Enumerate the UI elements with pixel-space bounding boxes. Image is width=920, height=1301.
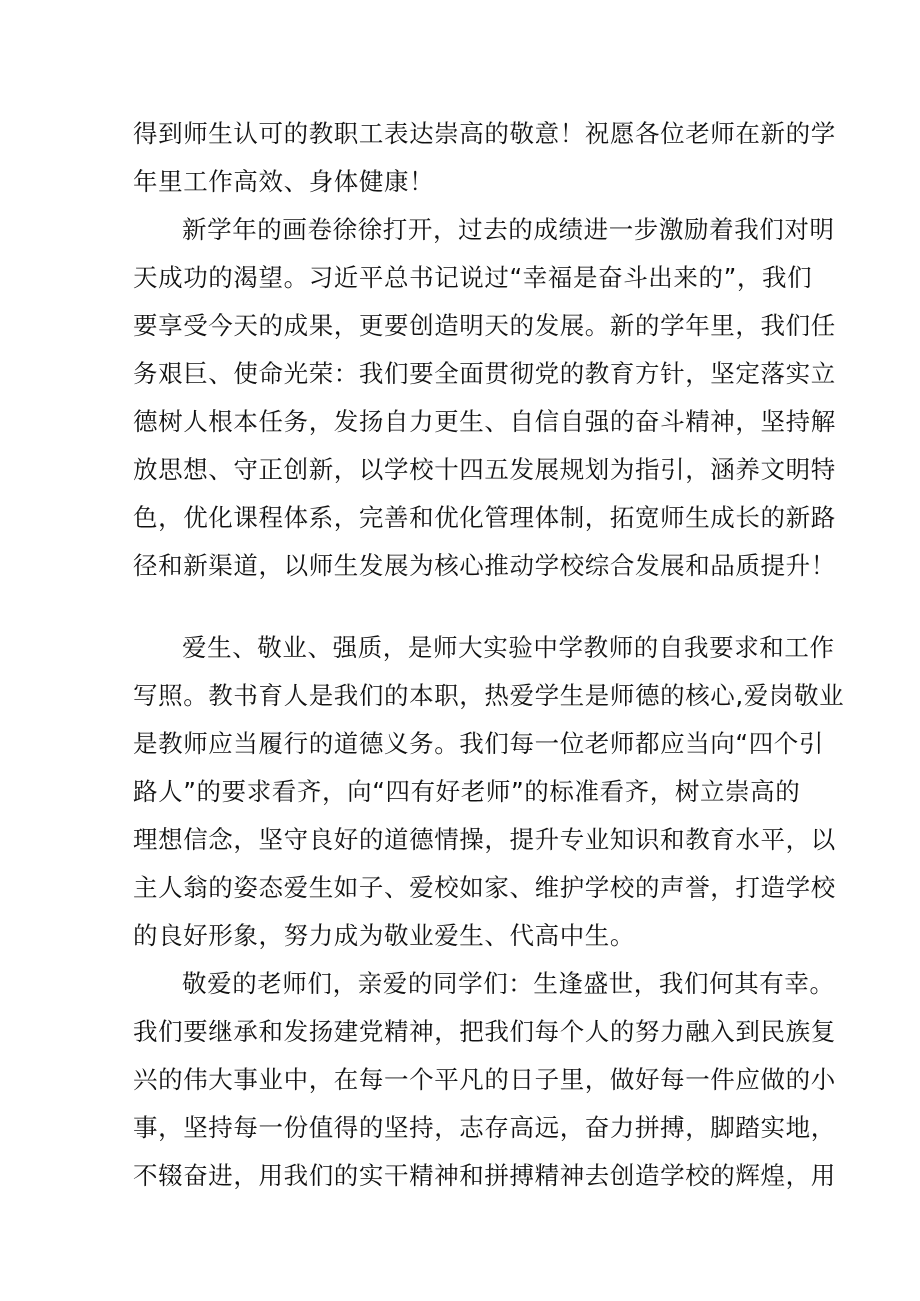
text-line: 写照。教书育人是我们的本职，热爱学生是师德的核心,爱岗敬业 [133,681,845,710]
text-line: 色，优化课程体系，完善和优化管理体制，拓宽师生成长的新路 [133,503,836,532]
text-line: 路人”的要求看齐，向“四有好老师”的标准看齐，树立崇高的 [133,777,801,806]
paragraph-start-line: 新学年的画卷徐徐打开，过去的成绩进一步激励着我们对明 [182,215,835,244]
text-line: 的良好形象，努力成为敬业爱生、代高中生。 [133,921,635,950]
text-line: 务艰巨、使命光荣：我们要全面贯彻党的教育方针，坚定落实立 [133,359,836,388]
text-line: 主人翁的姿态爱生如子、爱校如家、维护学校的声誉，打造学校 [133,873,836,902]
text-line: 是教师应当履行的道德义务。我们每一位老师都应当向“四个引 [133,729,824,758]
text-line: 我们要继承和发扬建党精神，把我们每个人的努力融入到民族复 [133,1017,836,1046]
text-line: 不辍奋进，用我们的实干精神和拼搏精神去创造学校的辉煌，用 [133,1161,836,1190]
text-line: 理想信念，坚守良好的道德情操，提升专业知识和教育水平，以 [133,825,836,854]
text-line: 天成功的渴望。习近平总书记说过“幸福是奋斗出来的”，我们 [133,263,813,292]
paragraph-start-line: 爱生、敬业、强质，是师大实验中学教师的自我要求和工作 [182,633,835,662]
text-line: 得到师生认可的教职工表达崇高的敬意！祝愿各位老师在新的学 [133,119,836,148]
text-line: 兴的伟大事业中，在每一个平凡的日子里，做好每一件应做的小 [133,1065,836,1094]
paragraph-start-line: 敬爱的老师们，亲爱的同学们：生逢盛世，我们何其有幸。 [182,969,835,998]
text-line: 德树人根本任务，发扬自力更生、自信自强的奋斗精神，坚持解 [133,407,836,436]
text-line: 要享受今天的成果，更要创造明天的发展。新的学年里，我们任 [133,311,836,340]
text-line: 径和新渠道，以师生发展为核心推动学校综合发展和品质提升！ [133,551,836,580]
text-line: 事，坚持每一份值得的坚持，志存高远，奋力拼搏，脚踏实地， [133,1113,836,1142]
text-line: 放思想、守正创新，以学校十四五发展规划为指引，涵养文明特 [133,455,836,484]
text-line: 年里工作高效、身体健康！ [133,167,435,196]
